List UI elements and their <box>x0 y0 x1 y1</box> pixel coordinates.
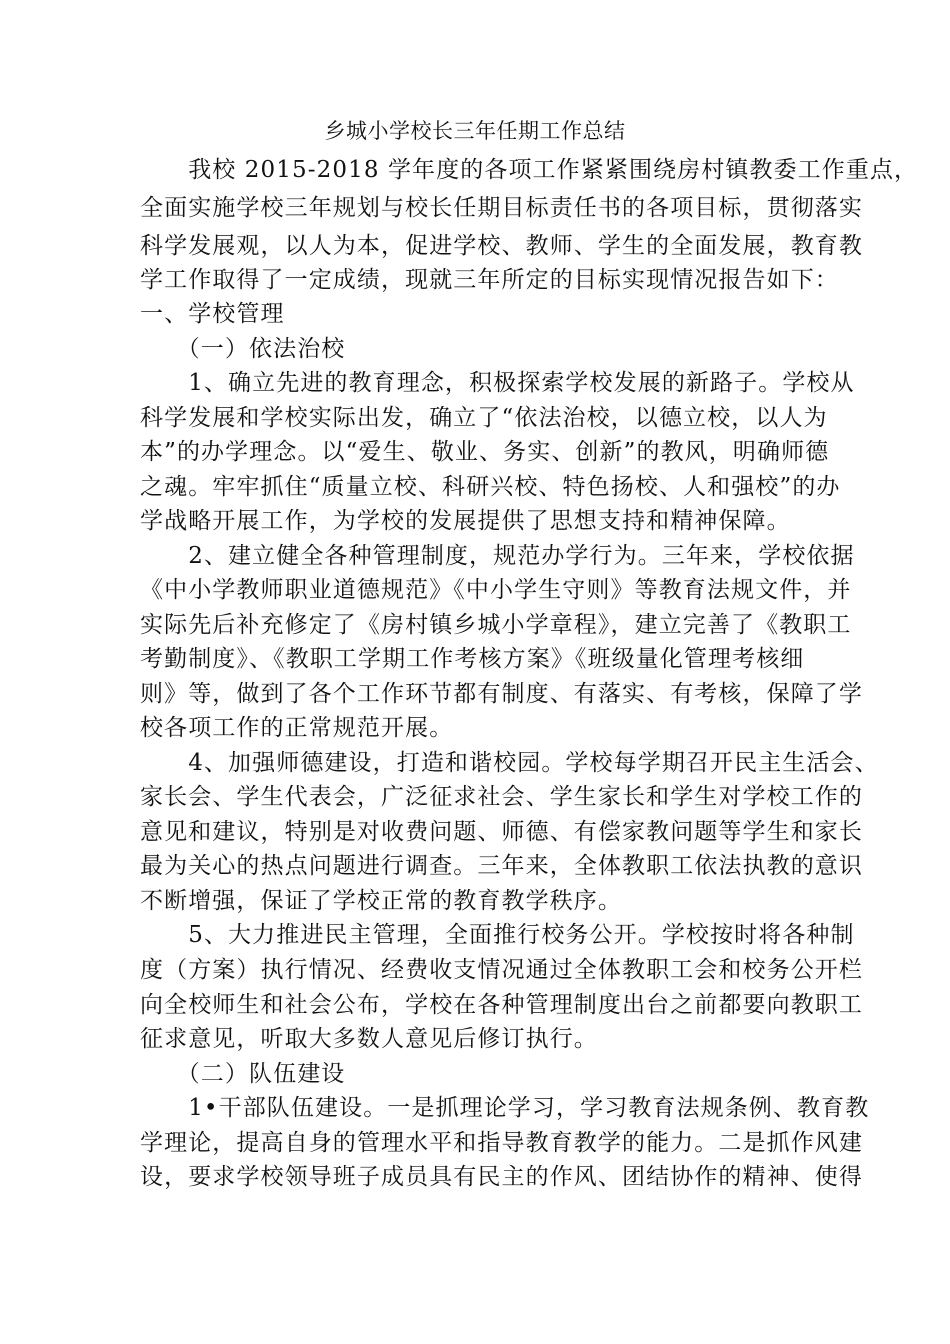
paragraph-line: 我校 2015-2018 学年度的各项工作紧紧围绕房村镇教委工作重点， <box>140 157 919 183</box>
document-title: 乡城小学校长三年任期工作总结 <box>324 119 626 143</box>
paragraph-line: 向全校师生和社会公布，学校在各种管理制度出台之前都要向教职工 <box>140 992 863 1018</box>
paragraph-line: 5、大力推进民主管理，全面推行校务公开。学校按时将各种制 <box>140 922 855 948</box>
paragraph-line: 设，要求学校领导班子成员具有民主的作风、团结协作的精神、使得 <box>140 1164 863 1190</box>
paragraph-line: 本”的办学理念。以“爱生、敬业、务实、创新”的教风，明确师德 <box>140 439 830 465</box>
paragraph-line: 意见和建议，特别是对收费问题、师德、有偿家教问题等学生和家长 <box>140 819 863 845</box>
paragraph-line: 家长会、学生代表会，广泛征求社会、学生家长和学生对学校工作的 <box>140 784 863 810</box>
paragraph-line: 则》等，做到了各个工作环节都有制度、有落实、有考核，保障了学 <box>140 681 863 707</box>
paragraph-line: 4、加强师德建设，打造和谐校园。学校每学期召开民主生活会、 <box>140 750 879 776</box>
paragraph-line: 度（方案）执行情况、经费收支情况通过全体教职工会和校务公开栏 <box>140 957 863 983</box>
paragraph-line: 之魂。牢牢抓住“质量立校、科研兴校、特色扬校、人和强校”的办 <box>140 474 841 500</box>
paragraph-line: 1•干部队伍建设。一是抓理论学习，学习教育法规条例、教育教 <box>140 1095 870 1121</box>
paragraph-line: 1、确立先进的教育理念，积极探索学校发展的新路子。学校从 <box>140 370 855 396</box>
paragraph-line: 校各项工作的正常规范开展。 <box>140 715 454 741</box>
paragraph-line: 学战略开展工作，为学校的发展提供了思想支持和精神保障。 <box>140 508 791 534</box>
paragraph-line: 不断增强，保证了学校正常的教育教学秩序。 <box>140 888 622 914</box>
paragraph-line: 征求意见，听取大多数人意见后修订执行。 <box>140 1026 598 1052</box>
paragraph-line: 最为关心的热点问题进行调查。三年来，全体教职工依法执教的意识 <box>140 853 863 879</box>
subsection-heading: （一）依法治校 <box>140 336 346 362</box>
subsection-heading: （二）队伍建设 <box>140 1061 346 1087</box>
paragraph-line: 《中小学教师职业道德规范》《中小学生守则》等教育法规文件，并 <box>140 577 852 603</box>
paragraph-line: 科学发展和学校实际出发，确立了“依法治校，以德立校，以人为 <box>140 405 828 431</box>
paragraph-line: 考勤制度》、《教职工学期工作考核方案》《班级量化管理考核细 <box>140 646 805 672</box>
paragraph-line: 2、建立健全各种管理制度，规范办学行为。三年来，学校依据 <box>140 543 855 569</box>
section-heading: 一、学校管理 <box>140 301 285 327</box>
paragraph-line: 全面实施学校三年规划与校长任期目标责任书的各项目标，贯彻落实 <box>140 195 863 221</box>
paragraph-line: 学理论，提高自身的管理水平和指导教育教学的能力。二是抓作风建 <box>140 1130 863 1156</box>
paragraph-line: 科学发展观，以人为本，促进学校、教师、学生的全面发展，教育教 <box>140 233 863 259</box>
paragraph-line: 学工作取得了一定成绩，现就三年所定的目标实现情况报告如下： <box>140 267 839 293</box>
paragraph-line: 实际先后补充修定了《房村镇乡城小学章程》，建立完善了《教职工 <box>140 612 852 638</box>
